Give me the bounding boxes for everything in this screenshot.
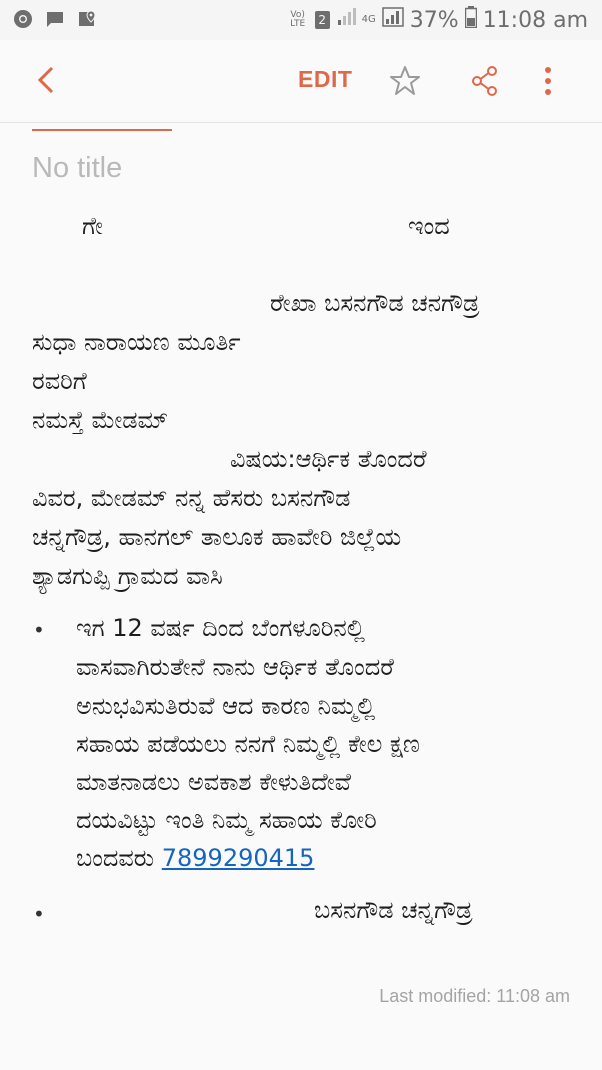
maps-icon (76, 8, 98, 30)
subject-line: ವಿಷಯ:ಆರ್ಥಿಕ ತೊಂದರೆ (230, 445, 427, 473)
bullet-marker: • (33, 902, 45, 926)
last-modified: Last modified: 11:08 am (379, 986, 570, 1006)
signal-icon-1 (336, 7, 356, 33)
notification-icons (12, 8, 98, 30)
more-options-button[interactable] (538, 64, 558, 98)
share-button[interactable] (470, 64, 500, 98)
note-title[interactable]: No title (32, 152, 123, 184)
back-arrow-icon (30, 62, 66, 98)
bullet-line: ಸಹಾಯ ಪಡೆಯಲು ನನಗೆ ನಿಮ್ಮಲ್ಲಿ ಕೇಲ ಕ್ಷಣ (76, 730, 420, 758)
message-icon (44, 8, 66, 30)
bullet-marker: • (33, 618, 45, 642)
bullet-line: ಅನುಭವಿಸುತಿರುವೆ ಆದ ಕಾರಣ ನಿಮ್ಮಲ್ಲಿ (76, 692, 376, 720)
bullet-line: ಇಗ 12 ವರ್ಷ ದಿಂದ ಬೆಂಗಳೂರಿನಲ್ಲಿ (76, 614, 365, 642)
back-button[interactable] (30, 62, 66, 98)
clock: 11:08 am (482, 7, 588, 33)
bullet-line-prefix: ಬಂದವರು (76, 844, 162, 872)
battery-icon (465, 6, 477, 34)
bullet-line: ಮಾತನಾಡಲು ಅವಕಾಶ ಕೇಳುತಿದೇವೆ (76, 768, 352, 796)
note-toolbar (0, 40, 602, 123)
signature-name: ಬಸನಗೌಡ ಚನ್ನಗೌಡ್ರ (314, 896, 473, 924)
edit-button[interactable]: EDIT (298, 66, 353, 92)
paragraph-line: ಚನ್ನಗೌಡ್ರ, ಹಾನಗಲ್ ತಾಲೂಕ ಹಾವೇರಿ ಜಿಲ್ಲೆಯ (32, 523, 402, 551)
volte-indicator: Vo) LTE (290, 10, 306, 29)
signal-icon-2 (382, 7, 404, 33)
category-tab-underline[interactable] (32, 122, 172, 131)
greeting: ನಮಸ್ತೆ ಮೇಡಮ್ (32, 406, 169, 434)
recipient-name: ಸುಧಾ ನಾರಾಯಣ ಮೂರ್ತಿ (32, 328, 241, 356)
sender-name: ರೇಖಾ ಬಸನಗೌಡ ಚನಗೌಡ್ರ (270, 289, 480, 317)
bullet-line: ವಾಸವಾಗಿರುತೇನೆ ನಾನು ಆರ್ಥಿಕ ತೊಂದರೆ (76, 653, 394, 681)
battery-percent: 37% (409, 7, 459, 33)
phone-link[interactable]: 7899290415 (161, 844, 315, 872)
favorite-button[interactable] (388, 64, 422, 98)
chrome-icon (12, 8, 34, 30)
from-word: ಇಂದ (408, 212, 450, 240)
paragraph-line: ಶ್ಯಾಡಗುಪ್ಪಿ ಗ್ರಾಮದ ವಾಸಿ (32, 562, 223, 590)
sim-indicator: 2 (315, 11, 330, 29)
recipient-suffix: ರವರಿಗೆ (32, 367, 87, 395)
bullet-line: ದಯವಿಟ್ಟು ಇಂತಿ ನಿಮ್ಮ ಸಹಾಯ ಕೋರಿ (76, 806, 377, 834)
bullet-line-last (76, 844, 314, 872)
paragraph-line: ವಿವರ, ಮೇಡಮ್ ನನ್ನ ಹೆಸರು ಬಸನಗೌಡ (32, 484, 351, 512)
to-word: ಗೇ (82, 212, 103, 240)
network-type: 4G (361, 14, 376, 25)
more-vert-icon (538, 64, 558, 98)
share-icon (470, 64, 500, 98)
star-icon (388, 64, 422, 98)
system-icons (287, 6, 588, 34)
status-bar (0, 0, 602, 40)
